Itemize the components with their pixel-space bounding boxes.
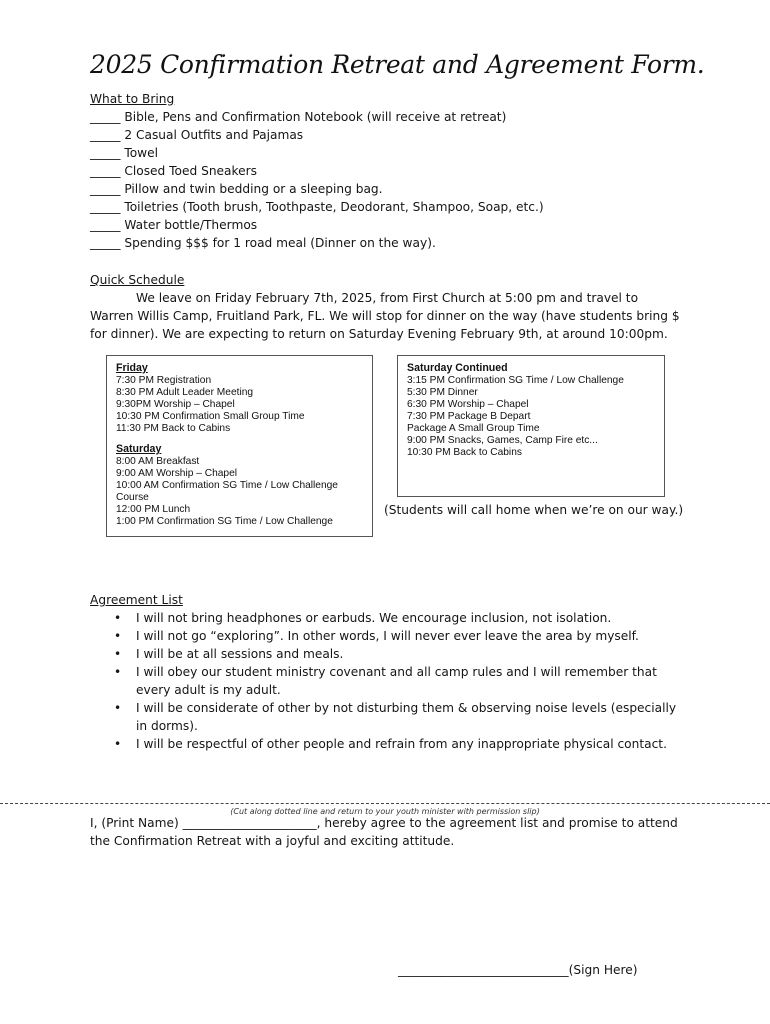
bullet-icon: • [114,665,122,679]
agreement-text: I will be considerate of other by not disturbing them & observing noise levels (especially in dorms). [136,701,677,733]
schedule-item: Package A Small Group Time [407,423,540,434]
schedule-item: 1:00 PM Confirmation SG Time / Low Challenge [116,516,333,527]
schedule-item: 10:00 AM Confirmation SG Time / Low Challenge [116,480,338,491]
pledge-statement: I, (Print Name) ______________________, hereby agree to the agreement list and promise to attend the Confirmation Retreat with a joyful and exciting attitude. [90,816,678,848]
agreement-text: I will not bring headphones or earbuds. We encourage inclusion, not isolation. [136,611,612,625]
schedule-item: 11:30 PM Back to Cabins [116,423,231,434]
cut-line-divider [0,803,770,804]
signature-line: ____________________________(Sign Here) [398,963,638,977]
agreement-item [90,663,690,699]
agreement-text: I will be at all sessions and meals. [136,647,344,661]
schedule-item: 5:30 PM Dinner [407,387,478,398]
call-home-note: (Students will call home when we’re on our way.) [384,503,684,517]
bullet-icon: • [114,611,122,625]
bullet-icon: • [114,701,122,715]
bring-item: _____ 2 Casual Outfits and Pajamas [90,128,304,142]
saturday-heading: Saturday [116,443,162,455]
schedule-item: 10:30 PM Back to Cabins [407,447,522,458]
agreement-text: I will be respectful of other people and refrain from any inappropriate physical contact. [136,737,667,751]
agreement-section [90,591,690,753]
friday-saturday-box [106,355,373,537]
cut-instruction-note: (Cut along dotted line and return to your youth minister with permission slip) [230,807,540,816]
schedule-item: 10:30 PM Confirmation Small Group Time [116,411,305,422]
agreement-list [90,609,690,753]
schedule-item: 9:30PM Worship – Chapel [116,399,235,410]
saturday-continued-box [397,355,665,497]
agreement-heading: Agreement List [90,593,183,607]
agreement-item [90,645,690,663]
bring-item: _____ Towel [90,146,159,160]
agreement-text: I will obey our student ministry covenant and all camp rules and I will remember that every adult is my adult. [136,665,657,697]
schedule-item: 6:30 PM Worship – Chapel [407,399,529,410]
schedule-item: 12:00 PM Lunch [116,504,191,515]
bring-item: _____ Toiletries (Tooth brush, Toothpaste, Deodorant, Shampoo, Soap, etc.) [90,200,544,214]
bring-item: _____ Water bottle/Thermos [90,218,258,232]
what-to-bring-heading: What to Bring [90,92,175,106]
schedule-item: 8:00 AM Breakfast [116,456,200,467]
agreement-text: I will not go “exploring”. In other words, I will never ever leave the area by myself. [136,629,639,643]
agreement-item [90,735,690,753]
schedule-item: 3:15 PM Confirmation SG Time / Low Challenge [407,375,624,386]
quick-schedule-section [90,271,680,343]
bring-item: _____ Pillow and twin bedding or a sleeping bag. [90,182,383,196]
page-title: 2025 Confirmation Retreat and Agreement Form. [90,50,705,79]
bullet-icon: • [114,629,122,643]
schedule-item: Course [116,492,149,503]
bring-item: _____ Spending $$$ for 1 road meal (Dinner on the way). [90,236,436,250]
schedule-item: 8:30 PM Adult Leader Meeting [116,387,254,398]
bring-item: _____ Closed Toed Sneakers [90,164,257,178]
schedule-item: 9:00 AM Worship – Chapel [116,468,237,479]
agreement-item [90,699,690,735]
what-to-bring-section [90,90,690,252]
schedule-item: 7:30 PM Registration [116,375,212,386]
bullet-icon: • [114,737,122,751]
schedule-item: 7:30 PM Package B Depart [407,411,531,422]
bring-item: _____ Bible, Pens and Confirmation Notebook (will receive at retreat) [90,110,507,124]
quick-schedule-heading: Quick Schedule [90,273,185,287]
agreement-item [90,609,690,627]
agreement-item [90,627,690,645]
schedule-intro: We leave on Friday February 7th, 2025, from First Church at 5:00 pm and travel to Warren Willis Camp, Fruitland Park, FL. We will stop for dinner on the way (have students bring $ for dinner). We are expecting to return on Saturday Evening February 9th, at around 10:00pm. [90,291,680,341]
bullet-icon: • [114,647,122,661]
saturday-continued-heading: Saturday Continued [407,362,508,374]
friday-heading: Friday [116,362,148,374]
schedule-item: 9:00 PM Snacks, Games, Camp Fire etc... [407,435,598,446]
